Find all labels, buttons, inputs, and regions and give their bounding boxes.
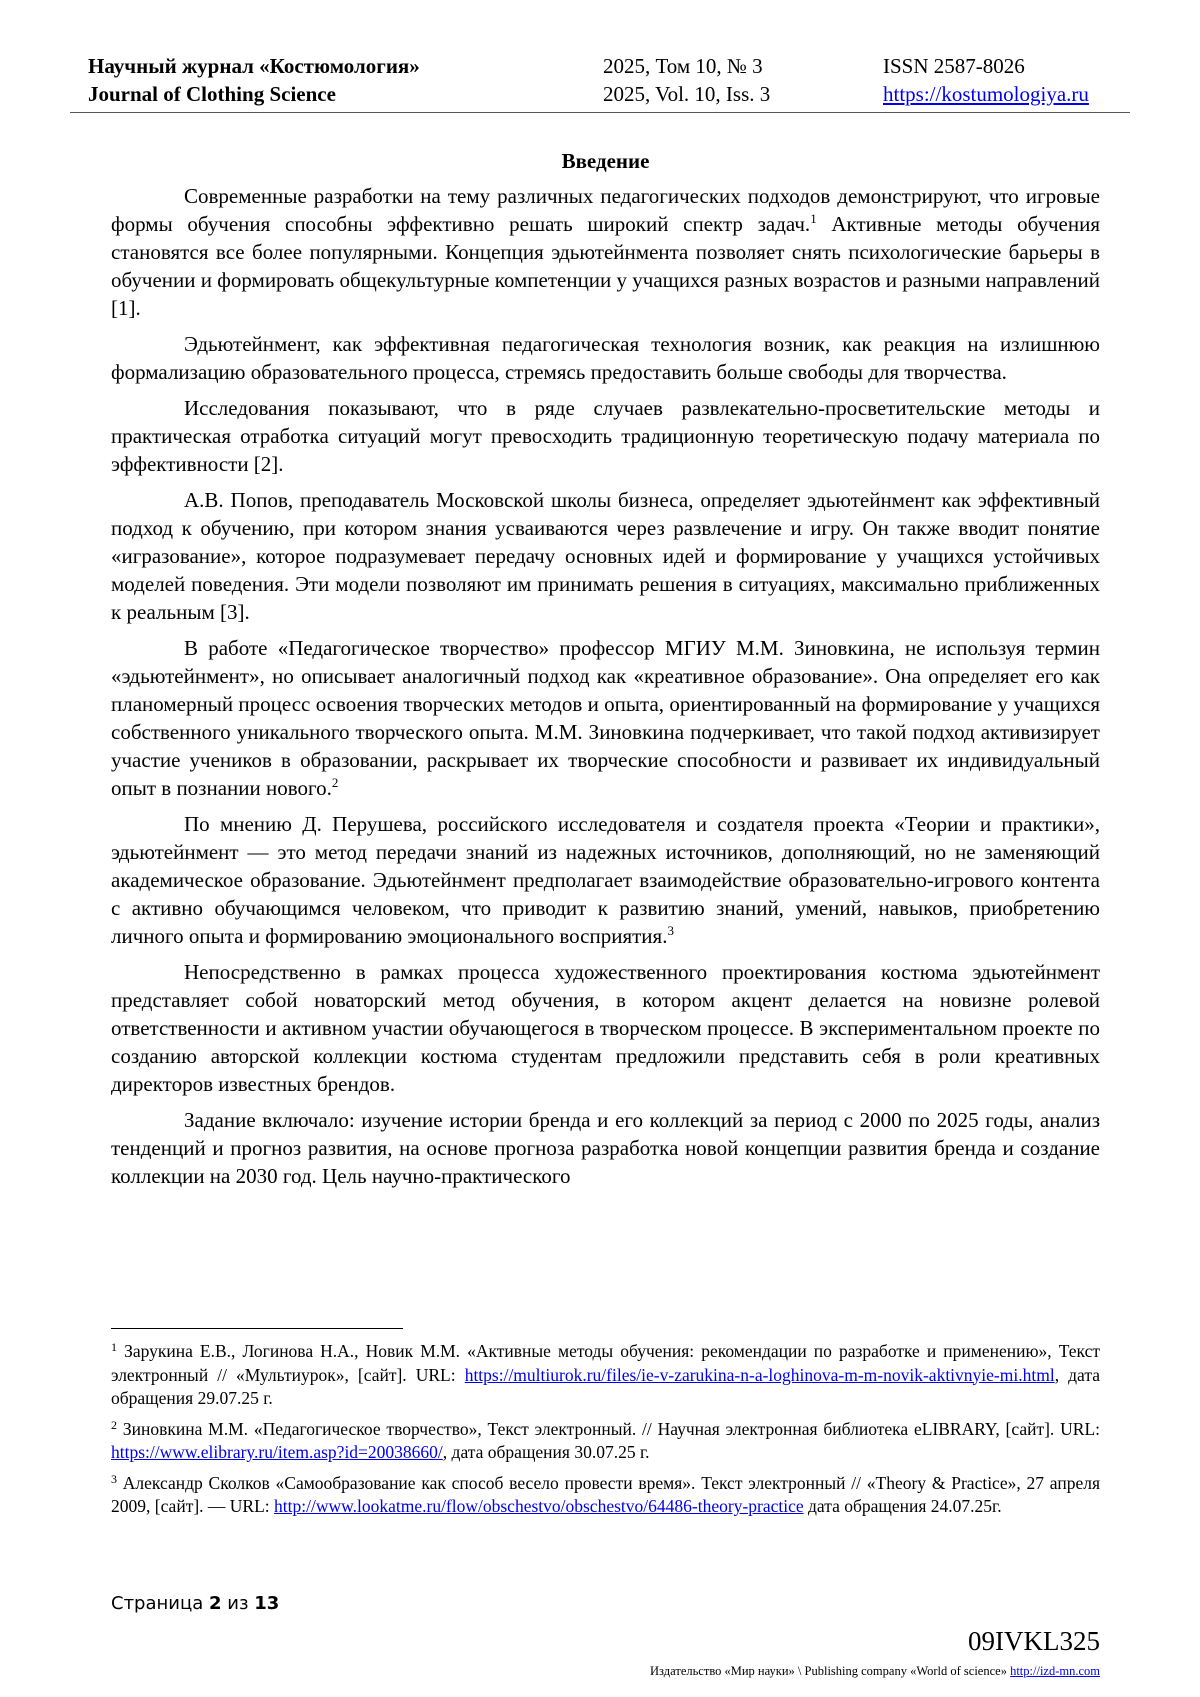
footnote-link[interactable]: https://www.elibrary.ru/item.asp?id=20038660/ — [111, 1442, 443, 1462]
section-title: Введение — [561, 149, 650, 173]
footnote-link[interactable]: https://multiurok.ru/files/ie-v-zarukina-n-a-loghinova-m-m-novik-aktivnyie-mi.html — [464, 1364, 1055, 1385]
footnote — [111, 1472, 1100, 1519]
journal-title-en: Journal of Clothing Science — [88, 82, 336, 106]
footnote-ref[interactable]: 1 — [810, 211, 817, 226]
footnote — [111, 1418, 1100, 1465]
footnote-divider — [111, 1328, 403, 1329]
paragraph-text: Современные разработки на тему различных педагогических подходов демонстрируют, что игровые формы обучения способны эффективно решать широкий спектр задач. — [111, 184, 1100, 236]
paragraph: А.В. Попов, преподаватель Московской школы бизнеса, определяет эдьютейнмент как эффективный подход к обучению, при котором знания усваиваются через развлечение и игру. Он также вводит понятие «игразование», которое подразумевает передачу основных идей и формирование у учащихся устойчивых моделей поведения. Эти модели позволяют им принимать решения в ситуациях, максимально приближенных к реальным [3]. — [111, 488, 1100, 624]
page-number — [111, 1593, 279, 1614]
publisher-link[interactable]: http://izd-mn.com — [1010, 1664, 1100, 1678]
footnote-tail: дата обращения 24.07.25г. — [803, 1496, 1002, 1516]
footnote-tail: , дата обращения 30.07.25 г. — [442, 1442, 650, 1462]
article-code: 09IVKL325 — [968, 1626, 1100, 1656]
footnote-link[interactable]: http://www.lookatme.ru/flow/obschestvo/obschestvo/64486-theory-practice — [274, 1496, 804, 1516]
issue-en: 2025, Vol. 10, Iss. 3 — [603, 82, 771, 106]
footnote-number: 3 — [111, 1471, 117, 1486]
paragraph: Непосредственно в рамках процесса художественного проектирования костюма эдьютейнмент представляет собой новаторский метод обучения, в котором акцент делается на новизне ролевой ответственности и активном участии обучающегося в творческом процессе. В экспериментальном проекте по созданию авторской коллекции костюма студентам предложили представить себя в роли креативных директоров известных брендов. — [111, 960, 1100, 1096]
publisher-line — [650, 1664, 1100, 1679]
paragraph-text: Активные методы обучения становятся все более популярными. Концепция эдьютейнмента позволяет снять психологические барьеры в обучении и формировать общекультурные компетенции у учащихся разных возрастов и разными направлений [1]. — [111, 212, 1100, 320]
page-total: 13 — [254, 1593, 280, 1614]
paragraph: Задание включало: изучение истории бренда и его коллекций за период с 2000 по 2025 годы, анализ тенденций и прогноз развития, на основе прогноза разработка новой концепции развития бренда и создание коллекции на 2030 год. Цель научно-практического — [111, 1108, 1100, 1188]
running-header — [70, 52, 1130, 113]
issn: ISSN 2587-8026 — [883, 54, 1025, 78]
footnote-number: 1 — [111, 1340, 117, 1354]
footnote-text: Александр Сколков «Самообразование как способ весело провести время». Текст электронный // «Theory & Practice», 27 апреля 2009, [сайт]. — URL: — [111, 1472, 1101, 1516]
footnote-ref[interactable]: 2 — [331, 775, 339, 790]
page-word: Страница — [111, 1593, 204, 1614]
journal-title-ru: Научный журнал «Костюмология» — [88, 54, 420, 78]
footnote-tail: , дата обращения 29.07.25 г. — [111, 1364, 1100, 1408]
journal-site-link[interactable]: https://kostumologiya.ru — [883, 82, 1089, 106]
paragraph-text: В работе «Педагогическое творчество» профессор МГИУ М.М. Зиновкина, не используя термин «эдьютейнмент», но описывает аналогичный подход как «креативное образование». Она определяет его как планомерный процесс освоения творческих методов и опыта, ориентированный на формирование у учащихся собственного уникального творческого опыта. М.М. Зиновкина подчеркивает, что такой подход активизирует участие учеников в образовании, раскрывает их творческие способности и развивает их индивидуальный опыт в познании нового. — [111, 636, 1100, 800]
article-body — [111, 147, 1100, 1198]
footnote — [111, 1340, 1100, 1411]
journal-title-block — [88, 52, 420, 108]
paragraph — [111, 810, 1100, 950]
paragraph: Исследования показывают, что в ряде случаев развлекательно-просветительские методы и практическая отработка ситуаций могут превосходить традиционную теоретическую подачу материала по эффективности [2]. — [111, 396, 1100, 476]
footnote-ref[interactable]: 3 — [667, 923, 674, 938]
paragraph — [111, 634, 1100, 802]
page-current: 2 — [209, 1593, 222, 1614]
issue-block — [603, 52, 770, 108]
paragraph — [111, 182, 1100, 322]
publisher-text: Издательство «Мир науки» \ Publishing company «World of science» — [650, 1664, 1011, 1678]
footnote-text: Зиновкина М.М. «Педагогическое творчество», Текст электронный. // Научная электронная библиотека eLIBRARY, [сайт]. URL: — [122, 1418, 1100, 1439]
issn-block — [883, 52, 1089, 108]
footnotes — [111, 1340, 1100, 1526]
paragraph: Эдьютейнмент, как эффективная педагогическая технология возник, как реакция на излишнюю формализацию образовательного процесса, стремясь предоставить больше свободы для творчества. — [111, 332, 1100, 384]
issue-ru: 2025, Том 10, № 3 — [603, 54, 763, 78]
footnote-number: 2 — [111, 1417, 117, 1432]
page-of: из — [227, 1593, 249, 1614]
paragraph-text: По мнению Д. Перушева, российского исследователя и создателя проекта «Теории и практики», эдьютейнмент — это метод передачи знаний из надежных источников, дополняющий, но не заменяющий академическое образование. Эдьютейнмент предполагает взаимодействие образовательно-игрового контента с активно обучающимся человеком, что приводит к развитию знаний, умений, навыков, приобретению личного опыта и формированию эмоционального восприятия. — [111, 812, 1100, 948]
footnote-text: Зарукина Е.В., Логинова Н.А., Новик М.М. «Активные методы обучения: рекомендации по разработке и применению», Текст электронный // «Мультиурок», [сайт]. URL: — [111, 1341, 1101, 1385]
